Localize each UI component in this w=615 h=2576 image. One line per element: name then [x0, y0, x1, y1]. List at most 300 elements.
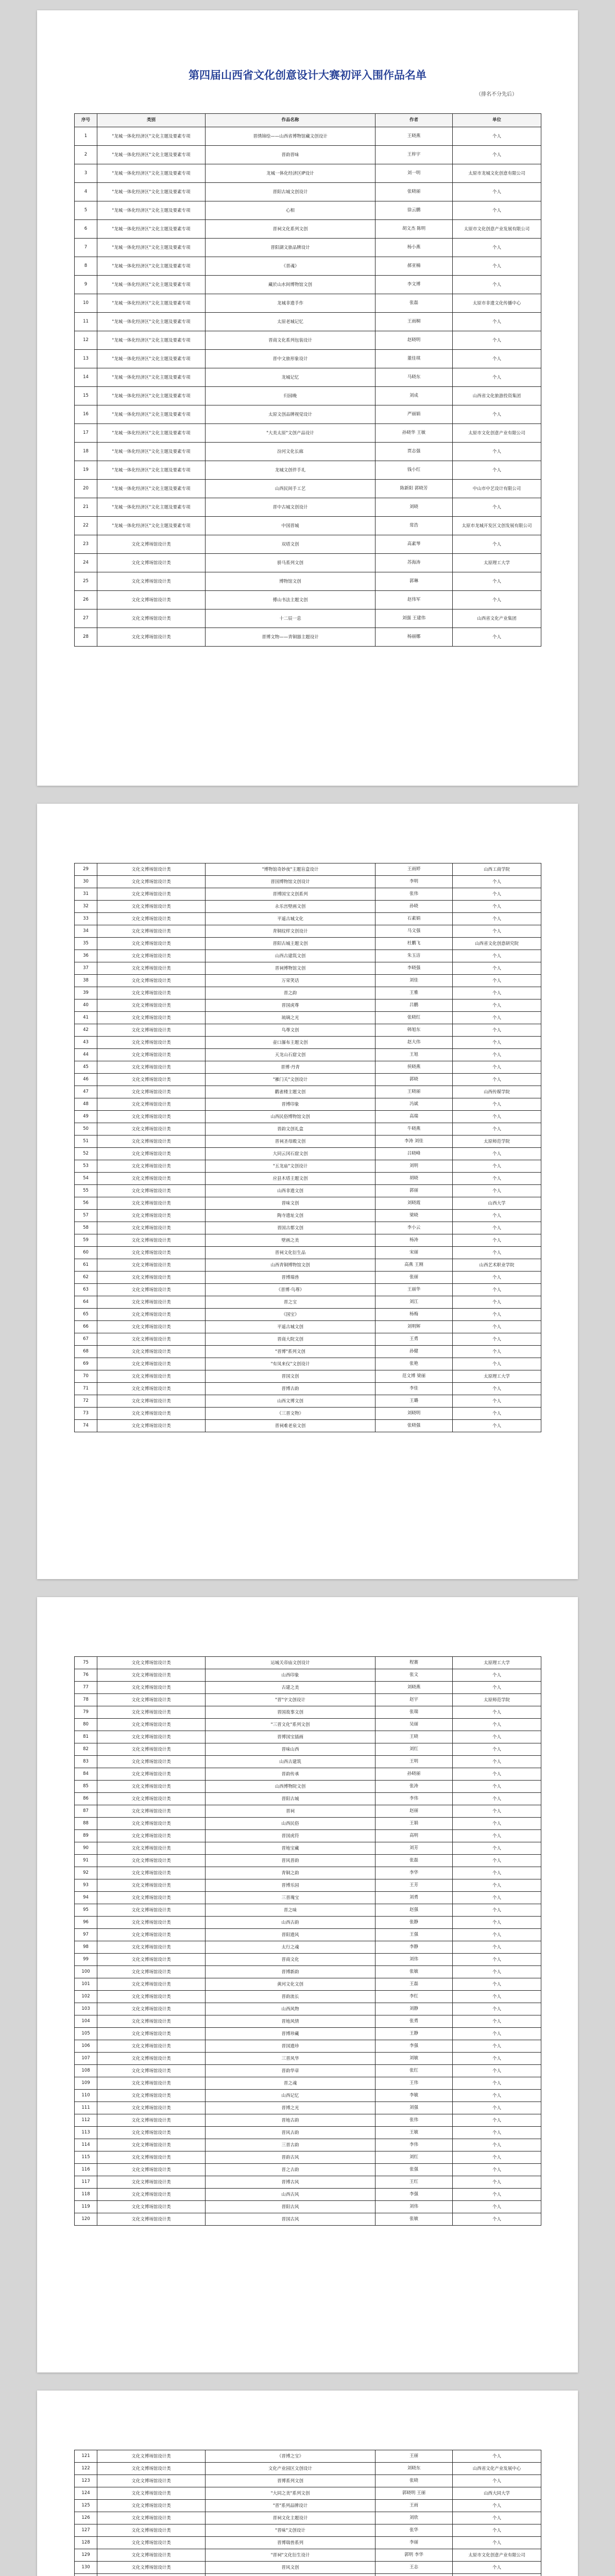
row-number: 55 — [75, 1185, 97, 1197]
row-work-title: 双塔文创 — [206, 535, 375, 554]
row-author: 孙晓华 王敏 — [375, 424, 453, 443]
table-row — [75, 1917, 541, 1929]
table-row — [75, 257, 541, 276]
row-work-title: 晋祠文化衍生品 — [206, 1247, 375, 1259]
row-number: 109 — [75, 2077, 97, 2090]
document-page-1 — [37, 10, 578, 786]
award-table-page-4 — [74, 2450, 541, 2576]
row-number: 130 — [75, 2562, 97, 2574]
row-number: 58 — [75, 1222, 97, 1234]
row-number: 40 — [75, 999, 97, 1012]
row-work-title: 晋之味 — [206, 1904, 375, 1917]
row-author: 冯斌 — [375, 1098, 453, 1111]
row-category: 文化文博场馆设计类 — [97, 1160, 206, 1173]
row-author: 郭晓 — [375, 1074, 453, 1086]
row-author: 刘晓 — [375, 498, 453, 517]
row-work-title: 晋阳古风 — [206, 2201, 375, 2213]
row-number: 72 — [75, 1395, 97, 1408]
row-work-title: 晋博古风 — [206, 2176, 375, 2189]
row-category: 文化文博场馆设计类 — [97, 913, 206, 925]
row-category: 文化文博场馆设计类 — [97, 2463, 206, 2475]
row-number: 66 — [75, 1321, 97, 1333]
row-category: 文化文博场馆设计类 — [97, 535, 206, 554]
row-number: 105 — [75, 2028, 97, 2040]
row-organization: 个人 — [453, 1234, 541, 1247]
row-work-title: 平遥古城文化 — [206, 913, 375, 925]
row-organization: 个人 — [453, 2500, 541, 2512]
row-number: 52 — [75, 1148, 97, 1160]
row-author: 马晓东 — [375, 368, 453, 387]
row-organization: 个人 — [453, 331, 541, 350]
row-organization: 个人 — [453, 876, 541, 888]
row-category: 文化文博场馆设计类 — [97, 1805, 206, 1818]
row-category: 文化文博场馆设计类 — [97, 975, 206, 987]
row-organization: 个人 — [453, 201, 541, 220]
row-work-title: 晋国古风 — [206, 2213, 375, 2226]
row-number: 89 — [75, 1830, 97, 1842]
row-number: 48 — [75, 1098, 97, 1111]
row-organization: 个人 — [453, 628, 541, 647]
row-author: 李丽 — [375, 2537, 453, 2549]
table-row — [75, 1966, 541, 1978]
row-author: 李红 — [375, 1991, 453, 2003]
row-category: 文化文博场馆设计类 — [97, 2127, 206, 2139]
row-author: 刘江 — [375, 1296, 453, 1309]
table-row — [75, 1395, 541, 1408]
row-number: 97 — [75, 1929, 97, 1941]
row-category: 文化文博场馆设计类 — [97, 1321, 206, 1333]
table-row — [75, 498, 541, 517]
row-work-title: 鹳雀楼主题文创 — [206, 1086, 375, 1098]
row-organization: 个人 — [453, 999, 541, 1012]
row-organization: 个人 — [453, 2475, 541, 2487]
row-number: 14 — [75, 368, 97, 387]
row-organization: 个人 — [453, 2524, 541, 2537]
row-number: 107 — [75, 2053, 97, 2065]
table-row — [75, 1098, 541, 1111]
row-organization: 个人 — [453, 2213, 541, 2226]
table-row — [75, 1309, 541, 1321]
row-number: 69 — [75, 1358, 97, 1370]
row-author: 张静 — [375, 1917, 453, 1929]
row-organization: 个人 — [453, 2065, 541, 2077]
row-author: 苏海涛 — [375, 554, 453, 572]
table-row — [75, 1197, 541, 1210]
row-category: 文化文博场馆设计类 — [97, 987, 206, 999]
table-row — [75, 517, 541, 535]
row-author: 王静 — [375, 2028, 453, 2040]
row-author: 孙晓丽 — [375, 1768, 453, 1781]
table-row — [75, 1818, 541, 1830]
row-category: 文化文博场馆设计类 — [97, 554, 206, 572]
row-author: 张伟 — [375, 2114, 453, 2127]
table-row — [75, 2475, 541, 2487]
table-row — [75, 1781, 541, 1793]
row-work-title: 晋韵传承 — [206, 1768, 375, 1781]
row-work-title: "雁门关"文创设计 — [206, 1074, 375, 1086]
table-row — [75, 480, 541, 498]
row-work-title: 龙城文创伴手礼 — [206, 461, 375, 480]
row-author: 宋丽 — [375, 1247, 453, 1259]
row-author: 李强 — [375, 2040, 453, 2053]
row-organization: 个人 — [453, 2139, 541, 2151]
table-row — [75, 1867, 541, 1879]
table-row — [75, 1346, 541, 1358]
row-number: 120 — [75, 2213, 97, 2226]
row-category: 文化文博场馆设计类 — [97, 1756, 206, 1768]
row-category: "龙城一体化经济区"文化主题及要素专项 — [97, 350, 206, 368]
row-author: 王雨桐 — [375, 313, 453, 331]
row-work-title: "五龙庙"文创设计 — [206, 1160, 375, 1173]
table-row — [75, 1049, 541, 1061]
row-organization: 个人 — [453, 1185, 541, 1197]
row-organization: 个人 — [453, 1049, 541, 1061]
row-author: 胡晓 — [375, 1173, 453, 1185]
row-work-title: 山西记忆 — [206, 2090, 375, 2102]
row-number: 103 — [75, 2003, 97, 2015]
table-row — [75, 1408, 541, 1420]
row-number: 73 — [75, 1408, 97, 1420]
row-author: 赵强 — [375, 1904, 453, 1917]
table-row — [75, 276, 541, 294]
row-work-title: 晋博珍藏 — [206, 2028, 375, 2040]
row-organization: 个人 — [453, 350, 541, 368]
row-author: 石素娟 — [375, 913, 453, 925]
row-number: 64 — [75, 1296, 97, 1309]
table-row — [75, 1756, 541, 1768]
row-category: 文化文博场馆设计类 — [97, 1731, 206, 1743]
table-row — [75, 2127, 541, 2139]
row-number: 42 — [75, 1024, 97, 1037]
table-row — [75, 368, 541, 387]
row-category: 文化文博场馆设计类 — [97, 901, 206, 913]
table-row — [75, 1719, 541, 1731]
row-number: 28 — [75, 628, 97, 647]
row-work-title: 山西古风 — [206, 2189, 375, 2201]
row-work-title: 晋阳古城 — [206, 1793, 375, 1805]
row-category: 文化文博场馆设计类 — [97, 1346, 206, 1358]
row-number: 86 — [75, 1793, 97, 1805]
table-row — [75, 387, 541, 405]
row-category: 文化文博场馆设计类 — [97, 1867, 206, 1879]
row-organization: 太原理工大学 — [453, 554, 541, 572]
row-author: 王敏 — [375, 2127, 453, 2139]
table-row — [75, 443, 541, 461]
row-author: 王丽 — [375, 2450, 453, 2463]
row-author: 吕晓峰 — [375, 1148, 453, 1160]
row-number: 123 — [75, 2475, 97, 2487]
row-category: 文化文博场馆设计类 — [97, 1719, 206, 1731]
row-author: 赵丽 — [375, 1805, 453, 1818]
row-category: 文化文博场馆设计类 — [97, 1111, 206, 1123]
row-category: 文化文博场馆设计类 — [97, 1395, 206, 1408]
row-number: 113 — [75, 2127, 97, 2139]
row-work-title: 博物馆文创 — [206, 572, 375, 591]
row-work-title: "晋味"文创设计 — [206, 2524, 375, 2537]
row-author: 刘晓燕 — [375, 1682, 453, 1694]
row-author: 杜鹏飞 — [375, 938, 453, 950]
row-author: 郭琳 — [375, 572, 453, 591]
row-work-title: "博物馆奇妙夜"主题盲盒设计 — [206, 863, 375, 876]
row-author: 张瑞 — [375, 1706, 453, 1719]
row-category: 文化文博场馆设计类 — [97, 1296, 206, 1309]
row-organization: 个人 — [453, 1978, 541, 1991]
row-author: 郭丽 — [375, 1185, 453, 1197]
row-organization: 个人 — [453, 1805, 541, 1818]
row-number: 93 — [75, 1879, 97, 1892]
row-organization: 个人 — [453, 1148, 541, 1160]
row-organization: 个人 — [453, 1321, 541, 1333]
row-work-title: 太行之魂 — [206, 1941, 375, 1954]
row-number: 37 — [75, 962, 97, 975]
row-category: "龙城一体化经济区"文化主题及要素专项 — [97, 368, 206, 387]
table-row — [75, 628, 541, 647]
row-category: 文化文博场馆设计类 — [97, 1370, 206, 1383]
table-row — [75, 2487, 541, 2500]
row-category: 文化文博场馆设计类 — [97, 1012, 206, 1024]
row-organization: 个人 — [453, 1706, 541, 1719]
table-row — [75, 2500, 541, 2512]
row-category: 文化文博场馆设计类 — [97, 2003, 206, 2015]
row-organization: 个人 — [453, 2053, 541, 2065]
row-organization: 个人 — [453, 1842, 541, 1855]
row-category: 文化文博场馆设计类 — [97, 1669, 206, 1682]
row-author: 牛晓燕 — [375, 1123, 453, 1136]
row-author: 张伟 — [375, 888, 453, 901]
row-category: 文化文博场馆设计类 — [97, 1086, 206, 1098]
row-author: 徐云鹏 — [375, 201, 453, 220]
row-category: "龙城一体化经济区"文化主题及要素专项 — [97, 405, 206, 424]
row-category: 文化文博场馆设计类 — [97, 1954, 206, 1966]
row-author: 王晓 — [375, 1731, 453, 1743]
row-organization: 山西艺术职业学院 — [453, 1259, 541, 1272]
row-author: 刘晓明 — [375, 1408, 453, 1420]
row-number — [75, 2574, 97, 2576]
row-number: 21 — [75, 498, 97, 517]
row-work-title: "晋"系列品牌设计 — [206, 2500, 375, 2512]
row-number: 2 — [75, 146, 97, 164]
row-number: 96 — [75, 1917, 97, 1929]
row-work-title: 《晋博·鸟尊》 — [206, 1284, 375, 1296]
row-number: 17 — [75, 424, 97, 443]
row-category: 文化文博场馆设计类 — [97, 1185, 206, 1197]
row-category: 文化文博场馆设计类 — [97, 2040, 206, 2053]
row-work-title: 晋韵流长 — [206, 1991, 375, 2003]
row-category: 文化文博场馆设计类 — [97, 1941, 206, 1954]
row-number: 51 — [75, 1136, 97, 1148]
row-category: 文化文博场馆设计类 — [97, 1061, 206, 1074]
row-category: 文化文博场馆设计类 — [97, 1222, 206, 1234]
row-number: 117 — [75, 2176, 97, 2189]
row-number: 11 — [75, 313, 97, 331]
order-note: （排名不分先后） — [476, 92, 517, 97]
table-row — [75, 239, 541, 257]
row-work-title: 山西古建筑 — [206, 1756, 375, 1768]
table-row — [75, 1805, 541, 1818]
row-number: 68 — [75, 1346, 97, 1358]
row-category: "龙城一体化经济区"文化主题及要素专项 — [97, 239, 206, 257]
row-category: 文化文博场馆设计类 — [97, 2512, 206, 2524]
row-category: 文化文博场馆设计类 — [97, 1074, 206, 1086]
row-organization: 个人 — [453, 1309, 541, 1321]
row-author: 韩旭东 — [375, 1024, 453, 1037]
row-organization: 个人 — [453, 1247, 541, 1259]
row-work-title — [206, 2574, 375, 2576]
row-category: 文化文博场馆设计类 — [97, 1024, 206, 1037]
row-author: 范文博 梁丽 — [375, 1370, 453, 1383]
row-author: 朱玉洁 — [375, 950, 453, 962]
row-author: 张敏 — [375, 2213, 453, 2226]
row-number: 70 — [75, 1370, 97, 1383]
row-category: 文化文博场馆设计类 — [97, 1682, 206, 1694]
row-organization: 山西省文化创意研究院 — [453, 938, 541, 950]
row-author: 赵伟军 — [375, 591, 453, 609]
table-row — [75, 1420, 541, 1432]
row-category: 文化文博场馆设计类 — [97, 1793, 206, 1805]
row-organization: 个人 — [453, 1879, 541, 1892]
row-author: 张晓红 — [375, 1012, 453, 1024]
row-organization: 个人 — [453, 1991, 541, 2003]
row-author: 李伟 — [375, 2139, 453, 2151]
table-row — [75, 1855, 541, 1867]
table-row — [75, 962, 541, 975]
row-author: 刘静 — [375, 2003, 453, 2015]
row-organization: 山西传媒学院 — [453, 1086, 541, 1098]
row-author: 高明 — [375, 1830, 453, 1842]
table-row — [75, 1991, 541, 2003]
table-row — [75, 950, 541, 962]
table-header-cell: 作者 — [375, 114, 453, 127]
row-category: 文化文博场馆设计类 — [97, 1842, 206, 1855]
table-row — [75, 1706, 541, 1719]
row-organization: 个人 — [453, 1731, 541, 1743]
row-category: "龙城一体化经济区"文化主题及要素专项 — [97, 146, 206, 164]
table-row — [75, 1669, 541, 1682]
row-number: 84 — [75, 1768, 97, 1781]
row-author: 高燕 王刚 — [375, 1259, 453, 1272]
row-number: 59 — [75, 1234, 97, 1247]
row-category: 文化文博场馆设计类 — [97, 1173, 206, 1185]
row-work-title: 中国晋城 — [206, 517, 375, 535]
row-category: 文化文博场馆设计类 — [97, 1818, 206, 1830]
document-page-3 — [37, 1597, 578, 2372]
row-author: 李明 — [375, 876, 453, 888]
row-work-title: 晋国虎尊 — [206, 999, 375, 1012]
table-row — [75, 876, 541, 888]
row-number: 104 — [75, 2015, 97, 2028]
row-number: 57 — [75, 1210, 97, 1222]
row-number: 56 — [75, 1197, 97, 1210]
row-author: 李文博 — [375, 276, 453, 294]
row-organization: 个人 — [453, 2537, 541, 2549]
table-row — [75, 1160, 541, 1173]
row-category: 文化文博场馆设计类 — [97, 2189, 206, 2201]
table-row — [75, 1383, 541, 1395]
row-work-title: 三晋瑰宝 — [206, 1892, 375, 1904]
row-category: 文化文博场馆设计类 — [97, 2164, 206, 2176]
table-row — [75, 127, 541, 146]
table-row — [75, 1234, 541, 1247]
row-author: 刘一明 — [375, 164, 453, 183]
table-row — [75, 461, 541, 480]
row-number: 99 — [75, 1954, 97, 1966]
row-author: 孙健 — [375, 1346, 453, 1358]
row-number: 111 — [75, 2102, 97, 2114]
row-number: 23 — [75, 535, 97, 554]
row-author: 王明 — [375, 1756, 453, 1768]
table-row — [75, 1358, 541, 1370]
row-work-title: 龙城非遗手作 — [206, 294, 375, 313]
row-number: 81 — [75, 1731, 97, 1743]
row-work-title: 晋祠博物馆文创 — [206, 962, 375, 975]
row-category: 文化文博场馆设计类 — [97, 1892, 206, 1904]
row-work-title: 晋风文创 — [206, 2562, 375, 2574]
row-organization: 个人 — [453, 2028, 541, 2040]
row-organization: 个人 — [453, 1917, 541, 1929]
row-work-title: 傅山书法主题文创 — [206, 591, 375, 609]
row-work-title: 晋博系列文创 — [206, 2475, 375, 2487]
row-category: 文化文博场馆设计类 — [97, 1408, 206, 1420]
row-author: 常浩 — [375, 517, 453, 535]
row-category: "龙城一体化经济区"文化主题及要素专项 — [97, 387, 206, 405]
row-number: 7 — [75, 239, 97, 257]
row-work-title: 藏於山水间博物馆文创 — [206, 276, 375, 294]
row-category: 文化文博场馆设计类 — [97, 1420, 206, 1432]
row-author: 李静 — [375, 1941, 453, 1954]
row-work-title: 骄马系列文创 — [206, 554, 375, 572]
row-organization: 个人 — [453, 498, 541, 517]
award-table-page-3 — [74, 1656, 541, 2226]
row-organization: 太原理工大学 — [453, 1370, 541, 1383]
row-number: 110 — [75, 2090, 97, 2102]
row-author: 王梓宇 — [375, 146, 453, 164]
row-category: 文化文博场馆设计类 — [97, 938, 206, 950]
row-category: "龙城一体化经济区"文化主题及要素专项 — [97, 498, 206, 517]
row-organization: 太原市龙城开发区文创发展有限公司 — [453, 517, 541, 535]
row-number: 102 — [75, 1991, 97, 2003]
row-work-title: 晋祠圣母殿文创 — [206, 1136, 375, 1148]
row-author: 张文 — [375, 1669, 453, 1682]
row-author: 赵晓明 — [375, 331, 453, 350]
row-author: 李涛 刘佳 — [375, 1136, 453, 1148]
row-number: 54 — [75, 1173, 97, 1185]
row-number: 10 — [75, 294, 97, 313]
row-organization: 个人 — [453, 2040, 541, 2053]
row-work-title: 晋博乐园 — [206, 1879, 375, 1892]
row-author: 王强 — [375, 1929, 453, 1941]
row-work-title: 晋博·丹青 — [206, 1061, 375, 1074]
row-organization: 个人 — [453, 1793, 541, 1805]
row-category: 文化文博场馆设计类 — [97, 2475, 206, 2487]
row-category: 文化文博场馆设计类 — [97, 1037, 206, 1049]
row-category: 文化文博场馆设计类 — [97, 1234, 206, 1247]
row-category: "龙城一体化经济区"文化主题及要素专项 — [97, 443, 206, 461]
row-organization: 个人 — [453, 1346, 541, 1358]
row-author: 李伟 — [375, 1793, 453, 1805]
row-work-title: 晋地古韵 — [206, 2114, 375, 2127]
row-author: 王雅 — [375, 987, 453, 999]
award-table-page-2 — [74, 863, 541, 1432]
row-work-title: 山西非遗文创 — [206, 1185, 375, 1197]
table-row — [75, 2537, 541, 2549]
row-author: 李晓强 — [375, 962, 453, 975]
row-organization: 个人 — [453, 962, 541, 975]
row-organization: 个人 — [453, 888, 541, 901]
row-work-title: 山西古韵 — [206, 1917, 375, 1929]
row-organization: 个人 — [453, 1160, 541, 1173]
row-organization: 个人 — [453, 1296, 541, 1309]
row-category: 文化文博场馆设计类 — [97, 1098, 206, 1111]
